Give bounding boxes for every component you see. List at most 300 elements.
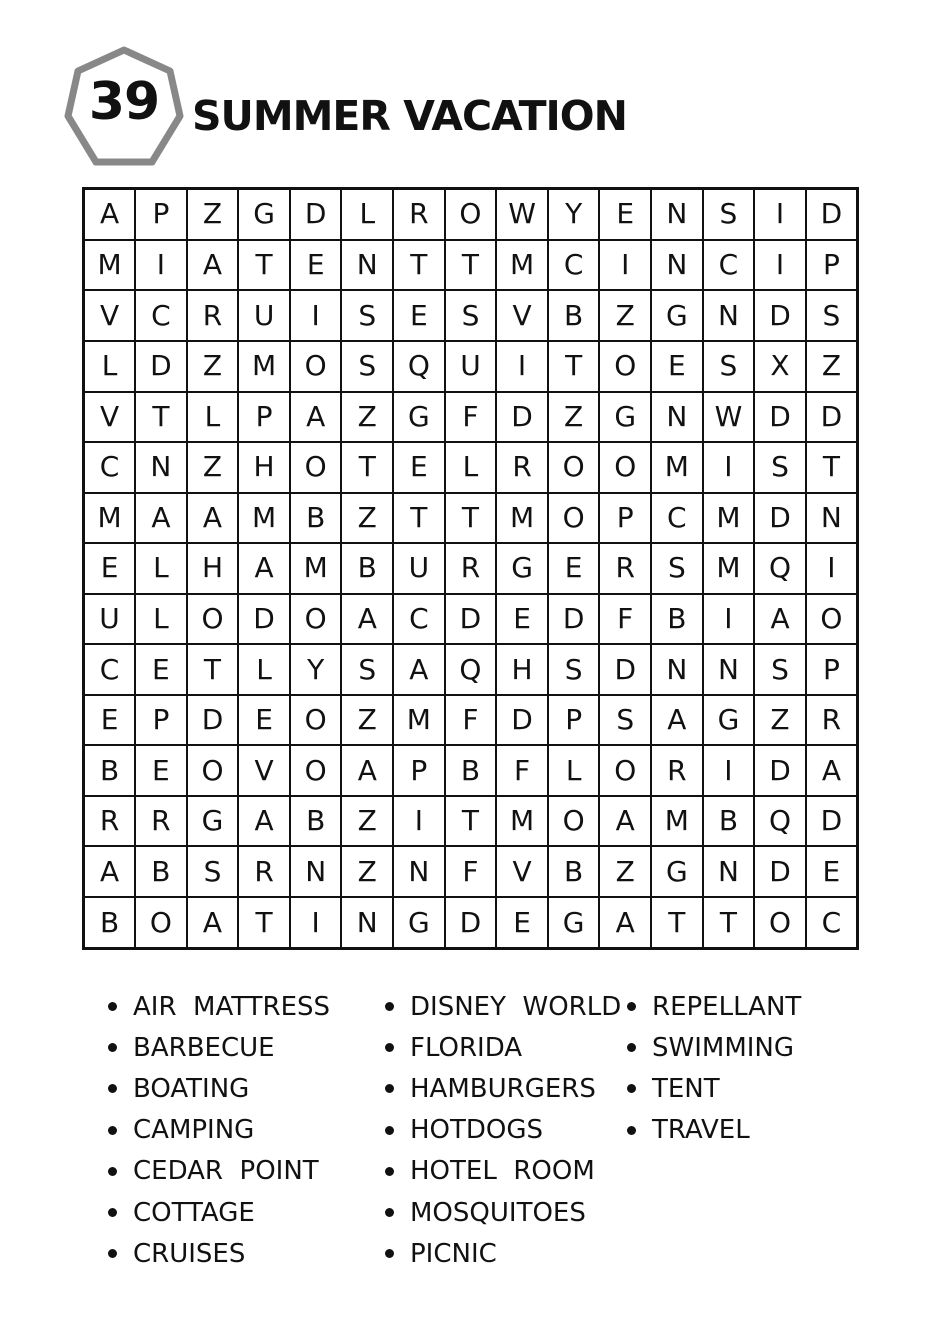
grid-cell[interactable]: A: [806, 745, 858, 796]
grid-cell[interactable]: T: [393, 493, 445, 544]
grid-cell[interactable]: U: [393, 543, 445, 594]
grid-cell[interactable]: O: [290, 745, 342, 796]
grid-cell[interactable]: T: [238, 240, 290, 291]
bullet-dot-icon: [108, 1208, 117, 1217]
grid-cell[interactable]: L: [135, 543, 187, 594]
word-list-item: [627, 1110, 801, 1151]
word-label: TENT: [652, 1073, 720, 1104]
grid-cell[interactable]: I: [754, 189, 806, 240]
grid-cell[interactable]: I: [599, 240, 651, 291]
grid-cell[interactable]: E: [393, 442, 445, 493]
grid-cell[interactable]: Z: [341, 493, 393, 544]
grid-cell[interactable]: D: [806, 189, 858, 240]
grid-cell[interactable]: R: [187, 290, 239, 341]
grid-cell[interactable]: E: [496, 594, 548, 645]
grid-cell[interactable]: T: [806, 442, 858, 493]
grid-cell[interactable]: S: [651, 543, 703, 594]
bullet-dot-icon: [627, 1126, 636, 1135]
grid-cell[interactable]: T: [651, 897, 703, 949]
grid-cell[interactable]: R: [496, 442, 548, 493]
grid-cell[interactable]: I: [393, 796, 445, 847]
grid-cell[interactable]: M: [290, 543, 342, 594]
grid-row: [84, 290, 858, 341]
grid-cell[interactable]: Z: [754, 695, 806, 746]
grid-cell[interactable]: A: [341, 745, 393, 796]
grid-cell[interactable]: Z: [806, 341, 858, 392]
grid-cell[interactable]: Q: [754, 543, 806, 594]
grid-cell[interactable]: L: [548, 745, 600, 796]
word-list-item: [108, 1151, 330, 1192]
grid-cell[interactable]: S: [187, 846, 239, 897]
grid-cell[interactable]: R: [238, 846, 290, 897]
grid-cell[interactable]: T: [445, 493, 497, 544]
grid-row: [84, 594, 858, 645]
grid-cell[interactable]: N: [651, 392, 703, 443]
grid-cell[interactable]: N: [651, 240, 703, 291]
grid-cell[interactable]: M: [496, 240, 548, 291]
grid-cell[interactable]: T: [393, 240, 445, 291]
puzzle-number: 39: [88, 72, 160, 132]
grid-cell[interactable]: L: [238, 644, 290, 695]
grid-cell[interactable]: G: [548, 897, 600, 949]
grid-cell[interactable]: I: [703, 442, 755, 493]
grid-cell[interactable]: E: [599, 189, 651, 240]
grid-cell[interactable]: V: [238, 745, 290, 796]
grid-cell[interactable]: T: [135, 392, 187, 443]
grid-row: [84, 543, 858, 594]
grid-row: [84, 846, 858, 897]
grid-cell[interactable]: Z: [599, 290, 651, 341]
grid-cell[interactable]: O: [754, 897, 806, 949]
grid-cell[interactable]: O: [548, 493, 600, 544]
word-label: CRUISES: [133, 1238, 246, 1269]
bullet-dot-icon: [385, 1126, 394, 1135]
word-list-item: [385, 1110, 621, 1151]
grid-cell[interactable]: D: [445, 594, 497, 645]
grid-cell[interactable]: A: [754, 594, 806, 645]
word-list-item: [385, 1233, 621, 1274]
grid-cell[interactable]: P: [806, 240, 858, 291]
grid-cell[interactable]: Z: [599, 846, 651, 897]
grid-cell[interactable]: X: [754, 341, 806, 392]
grid-cell[interactable]: G: [599, 392, 651, 443]
grid-row: [84, 189, 858, 240]
word-list-item: [108, 1192, 330, 1233]
grid-cell[interactable]: F: [496, 745, 548, 796]
word-list-item: [385, 1068, 621, 1109]
grid-cell[interactable]: I: [754, 240, 806, 291]
grid-cell[interactable]: A: [187, 240, 239, 291]
grid-cell[interactable]: W: [703, 392, 755, 443]
grid-cell[interactable]: E: [548, 543, 600, 594]
grid-cell[interactable]: B: [290, 796, 342, 847]
grid-cell[interactable]: M: [238, 493, 290, 544]
grid-cell[interactable]: S: [445, 290, 497, 341]
bullet-dot-icon: [108, 1084, 117, 1093]
grid-cell[interactable]: E: [135, 745, 187, 796]
word-label: PICNIC: [410, 1238, 497, 1269]
grid-row: [84, 745, 858, 796]
word-list-item: [627, 986, 801, 1027]
grid-cell[interactable]: D: [754, 392, 806, 443]
grid-cell[interactable]: B: [548, 290, 600, 341]
grid-cell[interactable]: Z: [341, 796, 393, 847]
grid-row: [84, 493, 858, 544]
grid-cell[interactable]: P: [393, 745, 445, 796]
grid-cell[interactable]: D: [496, 695, 548, 746]
grid-cell[interactable]: N: [703, 644, 755, 695]
grid-cell[interactable]: T: [548, 341, 600, 392]
grid-cell[interactable]: L: [341, 189, 393, 240]
grid-cell[interactable]: C: [135, 290, 187, 341]
grid-cell[interactable]: B: [703, 796, 755, 847]
grid-cell[interactable]: Z: [341, 695, 393, 746]
grid-cell[interactable]: I: [806, 543, 858, 594]
grid-cell[interactable]: O: [290, 695, 342, 746]
word-list-item: [108, 1068, 330, 1109]
grid-cell[interactable]: G: [187, 796, 239, 847]
word-label: AIR MATTRESS: [133, 991, 331, 1022]
grid-cell[interactable]: A: [599, 897, 651, 949]
grid-cell[interactable]: D: [806, 796, 858, 847]
bullet-dot-icon: [627, 1084, 636, 1093]
word-list-item: [108, 1233, 330, 1274]
grid-cell[interactable]: I: [703, 745, 755, 796]
grid-cell[interactable]: Z: [341, 392, 393, 443]
grid-cell[interactable]: C: [651, 493, 703, 544]
bullet-dot-icon: [108, 1249, 117, 1258]
grid-cell[interactable]: E: [84, 543, 136, 594]
grid-cell[interactable]: O: [290, 341, 342, 392]
grid-cell[interactable]: T: [341, 442, 393, 493]
word-list-column-3: [627, 986, 801, 1151]
grid-cell[interactable]: M: [703, 543, 755, 594]
puzzle-title: SUMMER VACATION: [192, 92, 627, 140]
grid-cell[interactable]: D: [754, 846, 806, 897]
grid-cell[interactable]: B: [84, 745, 136, 796]
grid-cell[interactable]: P: [238, 392, 290, 443]
word-list-item: [108, 986, 330, 1027]
grid-cell[interactable]: F: [445, 392, 497, 443]
grid-cell[interactable]: P: [135, 189, 187, 240]
bullet-dot-icon: [627, 1002, 636, 1011]
word-label: REPELLANT: [652, 991, 802, 1022]
bullet-dot-icon: [385, 1043, 394, 1052]
grid-cell[interactable]: N: [341, 240, 393, 291]
grid-cell[interactable]: Q: [393, 341, 445, 392]
grid-cell[interactable]: D: [754, 745, 806, 796]
grid-row: [84, 796, 858, 847]
grid-cell[interactable]: B: [290, 493, 342, 544]
grid-cell[interactable]: G: [703, 695, 755, 746]
grid-cell[interactable]: V: [496, 290, 548, 341]
grid-cell[interactable]: O: [290, 442, 342, 493]
grid-cell[interactable]: A: [84, 189, 136, 240]
grid-cell[interactable]: D: [187, 695, 239, 746]
grid-cell[interactable]: A: [238, 543, 290, 594]
grid-cell[interactable]: M: [393, 695, 445, 746]
grid-cell[interactable]: M: [651, 796, 703, 847]
grid-cell[interactable]: D: [754, 493, 806, 544]
grid-row: [84, 644, 858, 695]
grid-cell[interactable]: R: [806, 695, 858, 746]
grid-cell[interactable]: Q: [754, 796, 806, 847]
word-list-column-2: [385, 986, 621, 1274]
grid-cell[interactable]: L: [445, 442, 497, 493]
grid-cell[interactable]: S: [341, 644, 393, 695]
grid-cell[interactable]: S: [703, 189, 755, 240]
grid-cell[interactable]: R: [84, 796, 136, 847]
grid-cell[interactable]: M: [238, 341, 290, 392]
grid-cell[interactable]: N: [651, 644, 703, 695]
grid-cell[interactable]: N: [703, 846, 755, 897]
grid-cell[interactable]: G: [496, 543, 548, 594]
grid-cell[interactable]: S: [754, 442, 806, 493]
word-label: DISNEY WORLD: [410, 991, 622, 1022]
grid-cell[interactable]: A: [187, 493, 239, 544]
grid-cell[interactable]: Z: [187, 442, 239, 493]
word-list-item: [108, 1110, 330, 1151]
grid-cell[interactable]: O: [548, 442, 600, 493]
grid-cell[interactable]: S: [548, 644, 600, 695]
grid-cell[interactable]: N: [806, 493, 858, 544]
grid-cell[interactable]: Z: [187, 341, 239, 392]
grid-cell[interactable]: O: [806, 594, 858, 645]
grid-cell[interactable]: R: [651, 745, 703, 796]
grid-cell[interactable]: A: [341, 594, 393, 645]
grid-cell[interactable]: S: [754, 644, 806, 695]
word-search-grid: [82, 187, 859, 950]
grid-cell[interactable]: F: [445, 846, 497, 897]
bullet-dot-icon: [627, 1043, 636, 1052]
grid-cell[interactable]: D: [445, 897, 497, 949]
grid-cell[interactable]: Z: [548, 392, 600, 443]
grid-cell[interactable]: P: [599, 493, 651, 544]
grid-cell[interactable]: O: [445, 189, 497, 240]
grid-cell[interactable]: O: [599, 745, 651, 796]
word-label: BARBECUE: [133, 1032, 275, 1063]
bullet-dot-icon: [385, 1084, 394, 1093]
grid-cell[interactable]: L: [84, 341, 136, 392]
grid-cell[interactable]: A: [599, 796, 651, 847]
grid-cell[interactable]: M: [651, 442, 703, 493]
word-list-item: [385, 1192, 621, 1233]
word-list-item: [385, 1151, 621, 1192]
grid-cell[interactable]: T: [703, 897, 755, 949]
word-list-item: [627, 1027, 801, 1068]
grid-cell[interactable]: M: [703, 493, 755, 544]
grid-cell[interactable]: A: [238, 796, 290, 847]
grid-cell[interactable]: D: [599, 644, 651, 695]
bullet-dot-icon: [385, 1208, 394, 1217]
grid-cell[interactable]: D: [806, 392, 858, 443]
grid-cell[interactable]: I: [135, 240, 187, 291]
grid-cell[interactable]: V: [84, 290, 136, 341]
grid-cell[interactable]: E: [135, 644, 187, 695]
grid-cell[interactable]: Z: [187, 189, 239, 240]
grid-cell[interactable]: L: [187, 392, 239, 443]
grid-row: [84, 392, 858, 443]
grid-cell[interactable]: E: [290, 240, 342, 291]
grid-cell[interactable]: G: [393, 392, 445, 443]
grid-cell[interactable]: R: [135, 796, 187, 847]
grid-cell[interactable]: Y: [548, 189, 600, 240]
grid-cell[interactable]: E: [84, 695, 136, 746]
grid-cell[interactable]: O: [187, 745, 239, 796]
grid-cell[interactable]: R: [393, 189, 445, 240]
grid-cell[interactable]: Z: [341, 846, 393, 897]
grid-cell[interactable]: A: [393, 644, 445, 695]
grid-cell[interactable]: A: [651, 695, 703, 746]
grid-row: [84, 240, 858, 291]
grid-cell[interactable]: E: [651, 341, 703, 392]
grid-cell[interactable]: C: [84, 442, 136, 493]
grid-cell[interactable]: F: [599, 594, 651, 645]
grid-cell[interactable]: O: [135, 897, 187, 949]
grid-cell[interactable]: C: [806, 897, 858, 949]
grid-cell[interactable]: H: [238, 442, 290, 493]
grid-cell[interactable]: C: [548, 240, 600, 291]
bullet-dot-icon: [108, 1002, 117, 1011]
grid-cell[interactable]: B: [135, 846, 187, 897]
grid-row: [84, 442, 858, 493]
grid-cell[interactable]: I: [496, 341, 548, 392]
word-list-item: [385, 1027, 621, 1068]
word-label: COTTAGE: [133, 1197, 255, 1228]
grid-cell[interactable]: S: [703, 341, 755, 392]
grid-cell[interactable]: F: [445, 695, 497, 746]
grid-row: [84, 897, 858, 949]
word-label: FLORIDA: [410, 1032, 523, 1063]
grid-cell[interactable]: O: [187, 594, 239, 645]
grid-cell[interactable]: V: [496, 846, 548, 897]
grid-cell[interactable]: N: [135, 442, 187, 493]
grid-cell[interactable]: G: [651, 290, 703, 341]
grid-cell[interactable]: R: [599, 543, 651, 594]
word-label: TRAVEL: [652, 1115, 750, 1146]
grid-cell[interactable]: G: [393, 897, 445, 949]
word-label: BOATING: [133, 1073, 250, 1104]
word-label: HOTDOGS: [410, 1115, 544, 1146]
grid-cell[interactable]: D: [754, 290, 806, 341]
grid-cell[interactable]: M: [84, 493, 136, 544]
grid-cell[interactable]: P: [806, 644, 858, 695]
word-label: CEDAR POINT: [133, 1156, 319, 1187]
grid-cell[interactable]: M: [84, 240, 136, 291]
grid-cell[interactable]: T: [238, 897, 290, 949]
grid-cell[interactable]: N: [703, 290, 755, 341]
grid-cell[interactable]: U: [84, 594, 136, 645]
grid-cell[interactable]: E: [496, 897, 548, 949]
grid-cell[interactable]: O: [548, 796, 600, 847]
grid-cell[interactable]: O: [599, 442, 651, 493]
word-label: MOSQUITOES: [410, 1197, 586, 1228]
grid-cell[interactable]: Q: [445, 644, 497, 695]
grid-cell[interactable]: U: [445, 341, 497, 392]
grid-cell[interactable]: B: [445, 745, 497, 796]
grid-cell[interactable]: N: [393, 846, 445, 897]
grid-cell[interactable]: D: [238, 594, 290, 645]
grid-cell[interactable]: S: [806, 290, 858, 341]
grid-cell[interactable]: W: [496, 189, 548, 240]
grid-cell[interactable]: A: [290, 392, 342, 443]
grid-cell[interactable]: D: [548, 594, 600, 645]
grid-cell[interactable]: I: [290, 290, 342, 341]
word-list-item: [108, 1027, 330, 1068]
grid-cell[interactable]: H: [187, 543, 239, 594]
word-label: CAMPING: [133, 1115, 255, 1146]
grid-cell[interactable]: N: [341, 897, 393, 949]
grid-cell[interactable]: D: [135, 341, 187, 392]
grid-cell[interactable]: N: [651, 189, 703, 240]
bullet-dot-icon: [385, 1167, 394, 1176]
grid-cell[interactable]: S: [341, 341, 393, 392]
grid-cell[interactable]: D: [290, 189, 342, 240]
grid-cell[interactable]: A: [84, 846, 136, 897]
grid-cell[interactable]: A: [187, 897, 239, 949]
grid-cell[interactable]: O: [599, 341, 651, 392]
grid-cell[interactable]: M: [496, 796, 548, 847]
grid-cell[interactable]: T: [187, 644, 239, 695]
grid-cell[interactable]: A: [135, 493, 187, 544]
grid-cell[interactable]: L: [135, 594, 187, 645]
grid-cell[interactable]: B: [651, 594, 703, 645]
grid-cell[interactable]: B: [548, 846, 600, 897]
grid-cell[interactable]: G: [651, 846, 703, 897]
grid-cell[interactable]: N: [290, 846, 342, 897]
grid-cell[interactable]: G: [238, 189, 290, 240]
grid-cell[interactable]: R: [445, 543, 497, 594]
word-label: HAMBURGERS: [410, 1073, 596, 1104]
grid-cell[interactable]: O: [290, 594, 342, 645]
grid-cell[interactable]: Y: [290, 644, 342, 695]
grid-cell[interactable]: B: [341, 543, 393, 594]
bullet-dot-icon: [385, 1249, 394, 1258]
grid-cell[interactable]: P: [548, 695, 600, 746]
grid-cell[interactable]: E: [238, 695, 290, 746]
grid-row: [84, 341, 858, 392]
grid-cell[interactable]: D: [496, 392, 548, 443]
grid-cell[interactable]: S: [341, 290, 393, 341]
grid-cell[interactable]: T: [445, 240, 497, 291]
word-list-item: [627, 1068, 801, 1109]
grid-cell[interactable]: C: [84, 644, 136, 695]
grid-cell[interactable]: E: [806, 846, 858, 897]
word-label: SWIMMING: [652, 1032, 795, 1063]
grid-cell[interactable]: I: [290, 897, 342, 949]
grid-cell[interactable]: C: [703, 240, 755, 291]
grid-cell[interactable]: U: [238, 290, 290, 341]
bullet-dot-icon: [108, 1167, 117, 1176]
grid-cell[interactable]: B: [84, 897, 136, 949]
grid-cell[interactable]: T: [445, 796, 497, 847]
grid-cell[interactable]: H: [496, 644, 548, 695]
grid-cell[interactable]: C: [393, 594, 445, 645]
grid-cell[interactable]: M: [496, 493, 548, 544]
grid-cell[interactable]: E: [393, 290, 445, 341]
word-list-item: [385, 986, 621, 1027]
grid-row: [84, 695, 858, 746]
word-list-column-1: [108, 986, 330, 1274]
grid-cell[interactable]: P: [135, 695, 187, 746]
grid-cell[interactable]: I: [703, 594, 755, 645]
word-label: HOTEL ROOM: [410, 1156, 595, 1187]
bullet-dot-icon: [385, 1002, 394, 1011]
bullet-dot-icon: [108, 1043, 117, 1052]
grid-cell[interactable]: S: [599, 695, 651, 746]
grid-cell[interactable]: V: [84, 392, 136, 443]
bullet-dot-icon: [108, 1126, 117, 1135]
